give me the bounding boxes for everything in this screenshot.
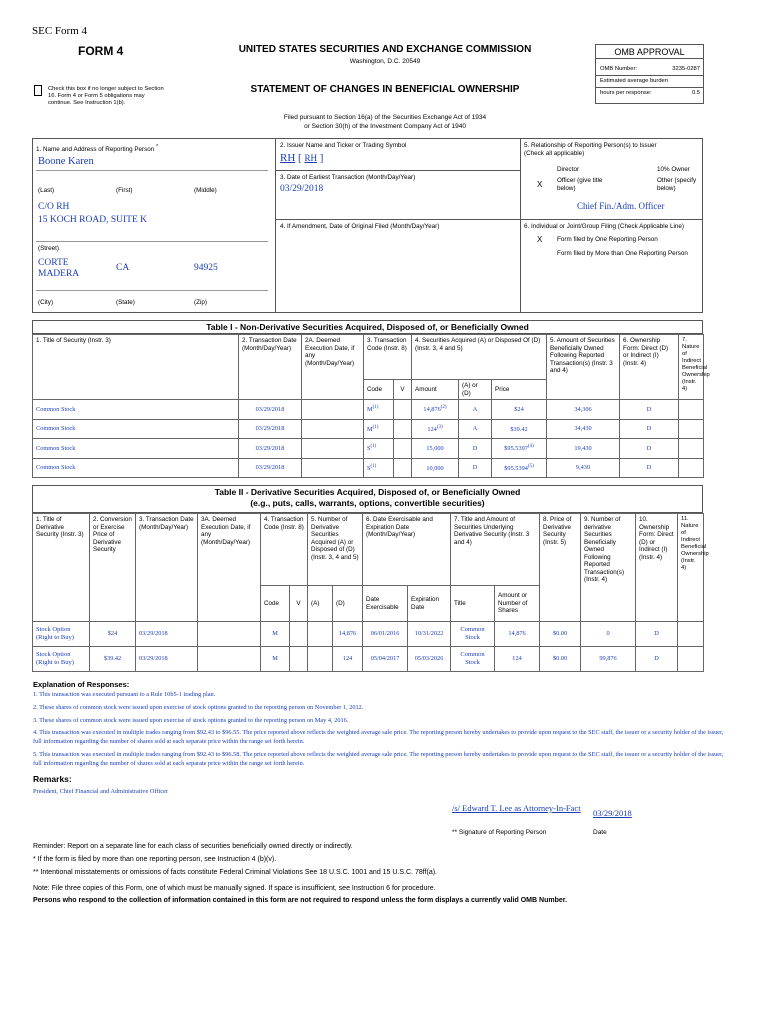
address-line-2: 15 KOCH ROAD, SUITE K — [38, 215, 147, 225]
footer-reminder: Reminder: Report on a separate line for each class of securities beneficially owned directly or indirectly. — [33, 843, 353, 850]
omb-number-value: 3235-0287 — [672, 66, 700, 72]
address-line-1: C/O RH — [38, 202, 70, 212]
t1-code: $S^{(1)}$ — [364, 458, 394, 478]
omb-burden-label: Estimated average burden — [600, 78, 668, 84]
t2-h3: 3. Transaction Date (Month/Day/Year) — [136, 514, 198, 622]
t1-title: Common Stock — [33, 419, 239, 439]
t2-nature — [678, 647, 704, 672]
t2-sub-v: V — [290, 586, 308, 622]
t2-h3a: 3A. Deemed Execution Date, if any (Month/Day/Year) — [198, 514, 261, 622]
city-value: CORTE MADERA — [38, 258, 80, 279]
filed-line-1: Filed pursuant to Section 16(a) of the Securities Exchange Act of 1934 — [283, 114, 487, 121]
table-row — [33, 439, 704, 459]
t2-nature — [678, 622, 704, 647]
t2-sub-amount: Amount or Number of Shares — [495, 586, 540, 622]
t1-h5: 5. Amount of Securities Beneficially Owned Following Reported Transaction(s) (Instr. 3 and 4) — [547, 335, 620, 400]
no-longer-subject-checkbox[interactable] — [34, 85, 42, 96]
signature-label: ** Signature of Reporting Person — [452, 829, 547, 836]
t2-h11: 11. Nature of Indirect Beneficial Ownership (Instr. 4) — [678, 514, 704, 622]
t2-utitle: Common Stock — [451, 647, 495, 672]
t2-v — [290, 622, 308, 647]
remarks-text: President, Chief Financial and Administrative Officer — [33, 788, 168, 795]
note-4: 4. This transaction was executed in multiple trades ranging from $92.43 to $96.55. The price reported above reflects the weighted average sale price. The reporting person hereby undertakes to provide upon request to the SEC staff, the issuer or a security holder of the issuer, full information regarding the number of shares sold at each separate price within the range set forth herein. — [33, 729, 724, 745]
state-label: (State) — [116, 299, 135, 306]
t2-date: 03/29/2018 — [136, 647, 198, 672]
t2-form: D — [636, 647, 678, 672]
t1-v — [394, 439, 412, 459]
footer-omb: Persons who respond to the collection of information contained in this form are not required to respond unless the form displays a currently valid OMB Number. — [33, 897, 568, 904]
signature-name: /s/ Edward T. Lee as Attorney-In-Fact — [452, 803, 581, 813]
t2-dprice: $0.00 — [540, 647, 581, 672]
t2-uamount: 124 — [495, 647, 540, 672]
t1-nature — [679, 400, 704, 420]
t1-h3: 3. Transaction Code (Instr. 8) — [364, 335, 412, 380]
t1-v — [394, 458, 412, 478]
omb-hours-value: 0.5 — [691, 90, 700, 96]
t1-amount: 14,876$^{(2)}$ — [412, 400, 459, 420]
t1-title: Common Stock — [33, 400, 239, 420]
t2-h2: 2. Conversion or Exercise Price of Derivative Security — [90, 514, 136, 622]
t2-code: M — [261, 622, 290, 647]
t2-rows — [33, 622, 704, 672]
first-label: (First) — [116, 187, 133, 194]
footer-star: * If the form is filed by more than one reporting person, see Instruction 4 (b)(v). — [33, 856, 277, 863]
last-label: (Last) — [38, 187, 55, 194]
t2-h9: 9. Number of derivative Securities Beneficially Owned Following Reported Transaction(s) (Instr. 4) — [581, 514, 636, 622]
t2-title: Stock Option (Right to Buy) — [33, 647, 90, 672]
t1-price: $95.5394$^{(5)}$ — [492, 458, 547, 478]
table-row — [33, 647, 704, 672]
t1-nature — [679, 439, 704, 459]
t1-h6: 6. Ownership Form: Direct (D) or Indirect (I) (Instr. 4) — [620, 335, 679, 400]
t1-ad: D — [459, 458, 492, 478]
t1-code: $M^{(1)}$ — [364, 400, 394, 420]
zip-value: 94925 — [194, 263, 218, 273]
t1-title: Common Stock — [33, 458, 239, 478]
t1-price: $95.5397$^{(4)}$ — [492, 439, 547, 459]
t2-d: 14,876 — [333, 622, 363, 647]
t2-utitle: Common Stock — [451, 622, 495, 647]
t1-deemed — [302, 400, 364, 420]
t2-h1: 1. Title of Derivative Security (Instr. 3) — [33, 514, 90, 622]
omb-number-label: OMB Number: — [600, 66, 638, 72]
table1 — [32, 334, 710, 478]
t2-price: $24 — [90, 622, 136, 647]
t1-h2: 2. Transaction Date (Month/Day/Year) — [239, 335, 302, 400]
relationship-label: 5. Relationship of Reporting Person(s) to Issuer (Check all applicable) — [524, 142, 657, 158]
t2-sub-a: (A) — [308, 586, 333, 622]
reporting-person-name: Boone Karen — [38, 156, 94, 167]
issuer-name: RH [ RH ] — [280, 152, 324, 164]
t1-deemed — [302, 439, 364, 459]
t1-price: $39.42 — [492, 419, 547, 439]
footer-note: Note: File three copies of this Form, one of which must be manually signed. If space is insufficient, see Instruction 6 for procedure. — [33, 885, 436, 892]
t2-price: $39.42 — [90, 647, 136, 672]
t1-form: D — [620, 419, 679, 439]
t2-sub-title: Title — [451, 586, 495, 622]
table-row — [33, 419, 704, 439]
t1-code: $S^{(1)}$ — [364, 439, 394, 459]
table-row — [33, 622, 704, 647]
t2-sub-code: Code — [261, 586, 290, 622]
remarks-title: Remarks: — [33, 774, 72, 784]
note-2: 2. These shares of common stock were issued upon exercise of stock options granted to the reporting person on November 1, 2012. — [33, 704, 364, 711]
t1-sub-amount: Amount — [412, 380, 459, 400]
t1-sub-v: V — [394, 380, 412, 400]
t2-h6: 6. Date Exercisable and Expiration Date (Month/Day/Year) — [363, 514, 451, 586]
table1-title: Table I - Non-Derivative Securities Acquired, Disposed of, or Beneficially Owned — [32, 320, 703, 334]
t1-sub-code: Code — [364, 380, 394, 400]
note-5: 5. This transaction was executed in multiple trades ranging from $92.43 to $96.58. The price reported above reflects the weighted average sale price. The reporting person hereby undertakes to provide upon request to the SEC staff, the issuer or a security holder of the issuer, full information regarding the number of shares sold at each separate price within the range set forth herein. — [33, 751, 724, 767]
reporting-person-label: 1. Name and Address of Reporting Person * — [36, 144, 159, 154]
t1-deemed — [302, 419, 364, 439]
t2-owned: 99,876 — [581, 647, 636, 672]
t1-rows — [33, 400, 704, 478]
street-label: (Street) — [38, 245, 59, 252]
t1-ad: A — [459, 400, 492, 420]
statement-title: STATEMENT OF CHANGES IN BENEFICIAL OWNERSHIP — [250, 84, 520, 95]
signature-date: 03/29/2018 — [593, 808, 632, 818]
agency-city: Washington, D.C. 20549 — [349, 58, 421, 65]
t1-sub-ad: (A) or (D) — [459, 380, 492, 400]
t2-sub-exer: Date Exercisable — [363, 586, 408, 622]
t2-exp: 10/31/2022 — [408, 622, 451, 647]
t2-owned: 0 — [581, 622, 636, 647]
t1-sub-price: Price — [492, 380, 547, 400]
t1-h2a: 2A. Deemed Execution Date, if any (Month/Day/Year) — [302, 335, 364, 400]
t1-v — [394, 419, 412, 439]
t2-exp: 05/03/2026 — [408, 647, 451, 672]
officer-title: Chief Fin./Adm. Officer — [577, 201, 665, 211]
officer-mark: X — [537, 180, 543, 189]
table2-title: Table II - Derivative Securities Acquired, Disposed of, or Beneficially Owned (e.g., puts, calls, warrants, options, convertible securities) — [32, 485, 703, 513]
t2-v — [290, 647, 308, 672]
earliest-label: 3. Date of Earliest Transaction (Month/Day/Year) — [280, 174, 416, 181]
filing-label: 6. Individual or Joint/Group Filing (Check Applicable Line) — [524, 223, 684, 230]
t2-code: M — [261, 647, 290, 672]
t1-v — [394, 400, 412, 420]
t2-a — [308, 647, 333, 672]
t1-title: Common Stock — [33, 439, 239, 459]
t1-date: 03/29/2018 — [239, 458, 302, 478]
middle-label: (Middle) — [194, 187, 217, 194]
t2-title: Stock Option (Right to Buy) — [33, 622, 90, 647]
t1-deemed — [302, 458, 364, 478]
explanation-title: Explanation of Responses: — [33, 680, 130, 689]
footer-violations: ** Intentional misstatements or omissions of facts constitute Federal Criminal Violations See 18 U.S.C. 1001 and 15 U.S.C. 78ff(a). — [33, 869, 437, 876]
issuer-label: 2. Issuer Name and Ticker or Trading Symbol — [280, 142, 407, 149]
filing-mark: X — [537, 235, 543, 244]
t2-form: D — [636, 622, 678, 647]
t1-owned: 9,430 — [547, 458, 620, 478]
agency-name: UNITED STATES SECURITIES AND EXCHANGE COMMISSION — [238, 44, 532, 55]
state-value: CA — [116, 263, 130, 273]
omb-hours-label: hours per response: — [600, 90, 652, 96]
t2-a — [308, 622, 333, 647]
note-1: 1. This transaction was executed pursuant to a Rule 10b5-1 trading plan. — [33, 691, 216, 698]
t1-h4: 4. Securities Acquired (A) or Disposed Of (D) (Instr. 3, 4 and 5) — [412, 335, 547, 380]
t1-h7: 7. Nature of Indirect Beneficial Ownership (Instr. 4) — [679, 335, 704, 400]
date-label: Date — [593, 829, 607, 836]
t2-h8: 8. Price of Derivative Security (Instr. 5) — [540, 514, 581, 622]
earliest-value: 03/29/2018 — [280, 184, 324, 194]
table2 — [32, 513, 709, 672]
t1-nature — [679, 458, 704, 478]
city-label: (City) — [38, 299, 54, 306]
t2-h7: 7. Title and Amount of Securities Underlying Derivative Security (Instr. 3 and 4) — [451, 514, 540, 586]
t1-amount: 124$^{(3)}$ — [412, 419, 459, 439]
t2-sub-exp: Expiration Date — [408, 586, 451, 622]
note-3: 3. These shares of common stock were issued upon exercise of stock options granted to the reporting person on May 4, 2016. — [33, 717, 349, 724]
officer-label: Officer (give title below) — [557, 177, 603, 193]
omb-title: OMB APPROVAL — [596, 45, 703, 59]
page-label: SEC Form 4 — [32, 25, 88, 37]
t2-sub-d: (D) — [333, 586, 363, 622]
t1-form: D — [620, 439, 679, 459]
t2-date: 03/29/2018 — [136, 622, 198, 647]
t1-form: D — [620, 400, 679, 420]
t1-date: 03/29/2018 — [239, 439, 302, 459]
t1-date: 03/29/2018 — [239, 400, 302, 420]
t1-amount: 10,000 — [412, 458, 459, 478]
t2-dprice: $0.00 — [540, 622, 581, 647]
t1-h1: 1. Title of Security (Instr. 3) — [33, 335, 239, 400]
ten-pct-label: 10% Owner — [657, 166, 690, 173]
checkbox-text: Check this box if no longer subject to Section 16. Form 4 or Form 5 obligations may continue. See Instruction 1(b). — [48, 86, 164, 107]
t2-deemed — [198, 622, 261, 647]
table-row — [33, 458, 704, 478]
t1-owned: 19,430 — [547, 439, 620, 459]
t2-d: 124 — [333, 647, 363, 672]
t1-date: 03/29/2018 — [239, 419, 302, 439]
t1-ad: D — [459, 439, 492, 459]
t2-deemed — [198, 647, 261, 672]
filed-line-2: or Section 30(h) of the Investment Company Act of 1940 — [304, 123, 466, 130]
director-label: Director — [557, 166, 580, 173]
other-label: Other (specify below) — [657, 177, 697, 193]
t1-ad: A — [459, 419, 492, 439]
amendment-label: 4. If Amendment, Date of Original Filed (Month/Day/Year) — [280, 223, 440, 230]
t2-uamount: 14,876 — [495, 622, 540, 647]
form-title: FORM 4 — [78, 44, 124, 58]
table-row — [33, 400, 704, 420]
t1-code: $M^{(1)}$ — [364, 419, 394, 439]
t1-amount: 15,000 — [412, 439, 459, 459]
t2-h10: 10. Ownership Form: Direct (D) or Indirect (I) (Instr. 4) — [636, 514, 678, 622]
t2-exer: 05/04/2017 — [363, 647, 408, 672]
filing-one: Form filed by One Reporting Person — [557, 236, 658, 243]
t1-owned: 34,306 — [547, 400, 620, 420]
t1-nature — [679, 419, 704, 439]
t2-h5: 5. Number of Derivative Securities Acquired (A) or Disposed of (D) (Instr. 3, 4 and 5) — [308, 514, 363, 586]
t1-price: $24 — [492, 400, 547, 420]
t2-h4: 4. Transaction Code (Instr. 8) — [261, 514, 308, 586]
t1-form: D — [620, 458, 679, 478]
t1-owned: 34,430 — [547, 419, 620, 439]
zip-label: (Zip) — [194, 299, 207, 306]
t2-exer: 06/01/2016 — [363, 622, 408, 647]
filing-more: Form filed by More than One Reporting Person — [557, 250, 688, 257]
